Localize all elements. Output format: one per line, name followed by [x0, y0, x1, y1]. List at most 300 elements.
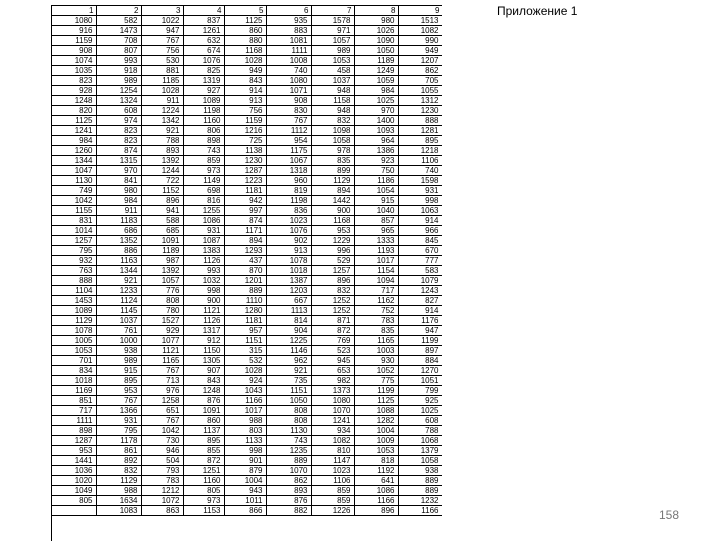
table-cell: 1212: [141, 486, 183, 496]
table-cell: 1091: [183, 406, 224, 416]
table-cell: 898: [183, 136, 224, 146]
table-cell: 914: [224, 86, 266, 96]
table-cell: 1042: [52, 196, 96, 206]
table-cell: 588: [141, 216, 183, 226]
table-cell: 889: [398, 486, 442, 496]
table-cell: 907: [183, 366, 224, 376]
table-cell: 788: [141, 136, 183, 146]
table-cell: 632: [183, 36, 224, 46]
table-cell: 1324: [96, 96, 141, 106]
table-cell: 1224: [141, 106, 183, 116]
table-cell: 832: [311, 286, 354, 296]
table-cell: 998: [224, 446, 266, 456]
table-row: [52, 396, 442, 406]
table-cell: 608: [96, 106, 141, 116]
table-cell: 1281: [398, 126, 442, 136]
table-cell: 777: [398, 256, 442, 266]
table-cell: 1315: [96, 156, 141, 166]
table-cell: 1254: [96, 86, 141, 96]
table-cell: 1229: [311, 236, 354, 246]
table-row: [52, 236, 442, 246]
table-cell: 900: [311, 206, 354, 216]
table-cell: 1070: [311, 406, 354, 416]
table-cell: 1089: [183, 96, 224, 106]
table-cell: 1185: [141, 76, 183, 86]
table-cell: 1058: [311, 136, 354, 146]
table-cell: 888: [398, 116, 442, 126]
table-row: [52, 126, 442, 136]
table-cell: 583: [398, 266, 442, 276]
table-cell: 863: [141, 506, 183, 516]
table-cell: 803: [224, 426, 266, 436]
table-cell: 1160: [183, 116, 224, 126]
table-cell: 1441: [52, 456, 96, 466]
table-cell: 458: [311, 66, 354, 76]
table-cell: 788: [398, 426, 442, 436]
table-cell: 895: [96, 376, 141, 386]
table-cell: 932: [52, 256, 96, 266]
table-cell: 1163: [96, 256, 141, 266]
table-cell: 1094: [354, 276, 398, 286]
table-row: [52, 466, 442, 476]
table-cell: 949: [398, 46, 442, 56]
table-cell: 1049: [52, 486, 96, 496]
table-cell: 845: [398, 236, 442, 246]
table-cell: 931: [96, 416, 141, 426]
table-cell: 1145: [96, 306, 141, 316]
table-cell: 874: [224, 216, 266, 226]
table-cell: 1052: [354, 366, 398, 376]
table-cell: 1113: [266, 306, 311, 316]
table-cell: 823: [52, 76, 96, 86]
table-cell: 831: [52, 216, 96, 226]
table-row: [52, 486, 442, 496]
table-cell: 913: [224, 96, 266, 106]
table-cell: 929: [141, 326, 183, 336]
table-cell: 1249: [354, 66, 398, 76]
table-cell: 895: [398, 136, 442, 146]
table-cell: 1166: [398, 506, 442, 516]
table-cell: 892: [96, 456, 141, 466]
page-number: 158: [659, 508, 680, 522]
table-cell: 1453: [52, 296, 96, 306]
table-cell: 1166: [354, 496, 398, 506]
table-cell: 1287: [224, 166, 266, 176]
table-cell: 1037: [311, 76, 354, 86]
table-cell: 1634: [96, 496, 141, 506]
table-cell: 1159: [224, 116, 266, 126]
table-cell: 915: [354, 196, 398, 206]
table-cell: 717: [354, 286, 398, 296]
table-cell: 896: [354, 506, 398, 516]
table-cell: 1153: [183, 506, 224, 516]
table-cell: 1080: [311, 396, 354, 406]
table-cell: 1252: [311, 306, 354, 316]
table-cell: 1129: [96, 476, 141, 486]
table-cell: 783: [141, 476, 183, 486]
table-cell: 1216: [224, 126, 266, 136]
table-cell: 896: [141, 196, 183, 206]
table-cell: 835: [311, 156, 354, 166]
table-cell: 1005: [52, 336, 96, 346]
table-cell: 818: [354, 456, 398, 466]
table-cell: 1018: [52, 376, 96, 386]
table-cell: 1081: [266, 36, 311, 46]
table-cell: 814: [266, 316, 311, 326]
table-cell: 888: [52, 276, 96, 286]
table-cell: 1125: [224, 16, 266, 26]
table-row: [52, 496, 442, 506]
table-cell: 942: [224, 196, 266, 206]
table-cell: 989: [311, 46, 354, 56]
table-cell: 1009: [354, 436, 398, 446]
table-row: [52, 196, 442, 206]
table-cell: 1014: [52, 226, 96, 236]
table-cell: 795: [96, 426, 141, 436]
data-table: [52, 6, 442, 516]
table-cell: 698: [183, 186, 224, 196]
table-cell: 1243: [398, 286, 442, 296]
table-cell: 912: [183, 336, 224, 346]
table-cell: 1042: [141, 426, 183, 436]
table-cell: 837: [183, 16, 224, 26]
table-cell: 993: [183, 266, 224, 276]
table-row: [52, 356, 442, 366]
table-cell: 1248: [183, 386, 224, 396]
table-cell: 997: [224, 206, 266, 216]
table-cell: 989: [96, 356, 141, 366]
table-cell: 1037: [96, 316, 141, 326]
table-cell: 900: [183, 296, 224, 306]
table-cell: 953: [52, 446, 96, 456]
table-cell: 1159: [52, 36, 96, 46]
table-cell: 1193: [354, 246, 398, 256]
table-cell: 767: [141, 36, 183, 46]
table-cell: 953: [96, 386, 141, 396]
table-cell: 808: [141, 296, 183, 306]
table-cell: 1257: [311, 266, 354, 276]
table-cell: 1126: [183, 316, 224, 326]
table-cell: 1090: [354, 36, 398, 46]
table-cell: 1235: [266, 446, 311, 456]
table-cell: 1080: [266, 76, 311, 86]
table-cell: 843: [224, 76, 266, 86]
table-cell: 1392: [141, 266, 183, 276]
table-cell: 1160: [183, 476, 224, 486]
table-cell: 827: [398, 296, 442, 306]
table-cell: 1043: [224, 386, 266, 396]
table-cell: 708: [96, 36, 141, 46]
table-cell: 924: [224, 376, 266, 386]
table-cell: 1166: [224, 396, 266, 406]
table-cell: 767: [96, 396, 141, 406]
table-cell: 1226: [311, 506, 354, 516]
table-cell: 894: [224, 236, 266, 246]
table-cell: 896: [311, 276, 354, 286]
table-cell: 861: [96, 446, 141, 456]
table-cell: 805: [183, 486, 224, 496]
table-cell: 763: [52, 266, 96, 276]
table-cell: 941: [141, 206, 183, 216]
table-cell: [52, 506, 96, 516]
table-cell: 1147: [311, 456, 354, 466]
table-cell: 756: [141, 46, 183, 56]
table-row: [52, 16, 442, 26]
table-cell: 1076: [183, 56, 224, 66]
table-cell: 1287: [52, 436, 96, 446]
table-cell: 949: [224, 66, 266, 76]
table-row: [52, 456, 442, 466]
table-cell: 1181: [224, 316, 266, 326]
table-cell: 1111: [52, 416, 96, 426]
table-row: [52, 326, 442, 336]
table-cell: 1082: [311, 436, 354, 446]
table-cell: 947: [141, 26, 183, 36]
table-cell: 1149: [183, 176, 224, 186]
table-cell: 1201: [224, 276, 266, 286]
table-cell: 674: [183, 46, 224, 56]
table-cell: 930: [354, 356, 398, 366]
table-cell: 823: [96, 126, 141, 136]
table-cell: 1088: [354, 406, 398, 416]
table-cell: 1091: [141, 236, 183, 246]
table-cell: 1280: [224, 306, 266, 316]
table-row: [52, 446, 442, 456]
table-cell: 996: [311, 246, 354, 256]
table-cell: 667: [266, 296, 311, 306]
table-cell: 1112: [266, 126, 311, 136]
table-cell: 1181: [224, 186, 266, 196]
table-cell: 859: [183, 156, 224, 166]
table-cell: 1230: [398, 106, 442, 116]
table-cell: 914: [398, 306, 442, 316]
table-row: [52, 116, 442, 126]
table-cell: 1258: [141, 396, 183, 406]
table-cell: 1055: [398, 86, 442, 96]
table-cell: 717: [52, 406, 96, 416]
table-cell: 1192: [354, 466, 398, 476]
table-cell: 1025: [354, 96, 398, 106]
table-cell: 921: [266, 366, 311, 376]
table-cell: 911: [96, 206, 141, 216]
table-cell: 1383: [183, 246, 224, 256]
table-cell: 1165: [141, 356, 183, 366]
table-row: [52, 136, 442, 146]
table-row: [52, 76, 442, 86]
table-row: [52, 46, 442, 56]
table-cell: 1186: [354, 176, 398, 186]
table-cell: 1067: [266, 156, 311, 166]
table-cell: 686: [96, 226, 141, 236]
table-cell: 1189: [141, 246, 183, 256]
table-cell: 1513: [398, 16, 442, 26]
table-cell: 1257: [52, 236, 96, 246]
table-row: [52, 416, 442, 426]
table-cell: 651: [141, 406, 183, 416]
table-cell: 740: [398, 166, 442, 176]
table-cell: 990: [398, 36, 442, 46]
table-row: [52, 476, 442, 486]
table-cell: 1223: [224, 176, 266, 186]
table-cell: 749: [52, 186, 96, 196]
table-cell: 921: [96, 276, 141, 286]
table-cell: 1098: [311, 126, 354, 136]
table-cell: 1051: [398, 376, 442, 386]
table-cell: 1176: [398, 316, 442, 326]
table-cell: 1018: [266, 266, 311, 276]
table-cell: 948: [311, 86, 354, 96]
header-row: [52, 6, 442, 16]
table-cell: 1028: [224, 56, 266, 66]
table-cell: 925: [398, 396, 442, 406]
table-cell: 1198: [183, 106, 224, 116]
table-row: [52, 386, 442, 396]
table-cell: 752: [354, 306, 398, 316]
table-cell: 841: [96, 176, 141, 186]
table-cell: 722: [141, 176, 183, 186]
table-cell: 1053: [354, 446, 398, 456]
table-cell: 1125: [52, 116, 96, 126]
table-cell: 685: [141, 226, 183, 236]
table-cell: 830: [266, 106, 311, 116]
table-cell: 928: [52, 86, 96, 96]
table-cell: 437: [224, 256, 266, 266]
table-row: [52, 346, 442, 356]
table-cell: 889: [398, 476, 442, 486]
table-cell: 1026: [354, 26, 398, 36]
table-cell: 1317: [183, 326, 224, 336]
table-cell: 1230: [224, 156, 266, 166]
table-cell: 843: [183, 376, 224, 386]
table-cell: 1004: [354, 426, 398, 436]
table-cell: 889: [266, 456, 311, 466]
table-cell: 730: [141, 436, 183, 446]
table-cell: 769: [311, 336, 354, 346]
table-cell: 1150: [183, 346, 224, 356]
table-cell: 998: [398, 196, 442, 206]
table-cell: 1373: [311, 386, 354, 396]
table-cell: 870: [224, 266, 266, 276]
table-cell: 884: [398, 356, 442, 366]
table-cell: 1083: [96, 506, 141, 516]
table-cell: 1003: [354, 346, 398, 356]
table-cell: 1251: [183, 466, 224, 476]
table-cell: 943: [224, 486, 266, 496]
table-cell: 1023: [266, 216, 311, 226]
table-cell: 855: [183, 446, 224, 456]
table-cell: 860: [224, 26, 266, 36]
table-row: [52, 96, 442, 106]
table-cell: 901: [224, 456, 266, 466]
column-header: 5: [224, 6, 266, 16]
table-cell: 1093: [354, 126, 398, 136]
table-cell: 851: [52, 396, 96, 406]
table-cell: 1151: [266, 386, 311, 396]
table-cell: 1344: [96, 266, 141, 276]
table-row: [52, 316, 442, 326]
table-cell: 582: [96, 16, 141, 26]
table-cell: 836: [266, 206, 311, 216]
table-cell: 931: [398, 186, 442, 196]
appendix-caption: Приложение 1: [497, 4, 578, 18]
table-cell: 862: [398, 66, 442, 76]
table-cell: 927: [183, 86, 224, 96]
table-cell: 982: [311, 376, 354, 386]
table-cell: 713: [141, 376, 183, 386]
table-cell: 1025: [398, 406, 442, 416]
table-cell: 530: [141, 56, 183, 66]
table-cell: 1129: [52, 316, 96, 326]
table-cell: 980: [96, 186, 141, 196]
table-cell: 1047: [52, 166, 96, 176]
table-cell: 893: [141, 146, 183, 156]
table-cell: 816: [183, 196, 224, 206]
table-cell: 1203: [266, 286, 311, 296]
table-cell: 1270: [398, 366, 442, 376]
table-cell: 832: [311, 116, 354, 126]
table-cell: 1241: [52, 126, 96, 136]
table-cell: 1053: [311, 56, 354, 66]
table-cell: 834: [52, 366, 96, 376]
table-cell: 1442: [311, 196, 354, 206]
table-cell: 931: [183, 226, 224, 236]
table-cell: 880: [224, 36, 266, 46]
table-row: [52, 296, 442, 306]
table-cell: 725: [224, 136, 266, 146]
table-cell: 835: [354, 326, 398, 336]
table-cell: 962: [266, 356, 311, 366]
table-row: [52, 36, 442, 46]
table-cell: 775: [354, 376, 398, 386]
table-cell: 882: [266, 506, 311, 516]
table-cell: 1244: [141, 166, 183, 176]
table-cell: 893: [266, 486, 311, 496]
table-cell: 971: [311, 26, 354, 36]
table-cell: 973: [183, 166, 224, 176]
table-cell: 1133: [224, 436, 266, 446]
table-cell: 1106: [398, 156, 442, 166]
table-cell: 1252: [311, 296, 354, 306]
table-cell: 823: [96, 136, 141, 146]
table-cell: 876: [266, 496, 311, 506]
table-cell: 998: [183, 286, 224, 296]
table-cell: 860: [183, 416, 224, 426]
table-cell: 954: [266, 136, 311, 146]
table-cell: 859: [311, 496, 354, 506]
table-cell: 1124: [96, 296, 141, 306]
table-cell: 1129: [311, 176, 354, 186]
table-cell: 743: [183, 146, 224, 156]
table-cell: 921: [141, 126, 183, 136]
table-cell: 1078: [52, 326, 96, 336]
table-cell: 1473: [96, 26, 141, 36]
data-table-container: [51, 5, 442, 541]
table-cell: 1152: [141, 186, 183, 196]
table-cell: 957: [224, 326, 266, 336]
table-cell: 1344: [52, 156, 96, 166]
table-cell: 807: [96, 46, 141, 56]
table-cell: 806: [183, 126, 224, 136]
table-row: [52, 206, 442, 216]
table-cell: 1077: [141, 336, 183, 346]
table-cell: 1004: [224, 476, 266, 486]
table-cell: 866: [224, 506, 266, 516]
table-cell: 670: [398, 246, 442, 256]
table-cell: 1318: [266, 166, 311, 176]
table-cell: 988: [224, 416, 266, 426]
table-cell: 795: [52, 246, 96, 256]
table-cell: 881: [141, 66, 183, 76]
